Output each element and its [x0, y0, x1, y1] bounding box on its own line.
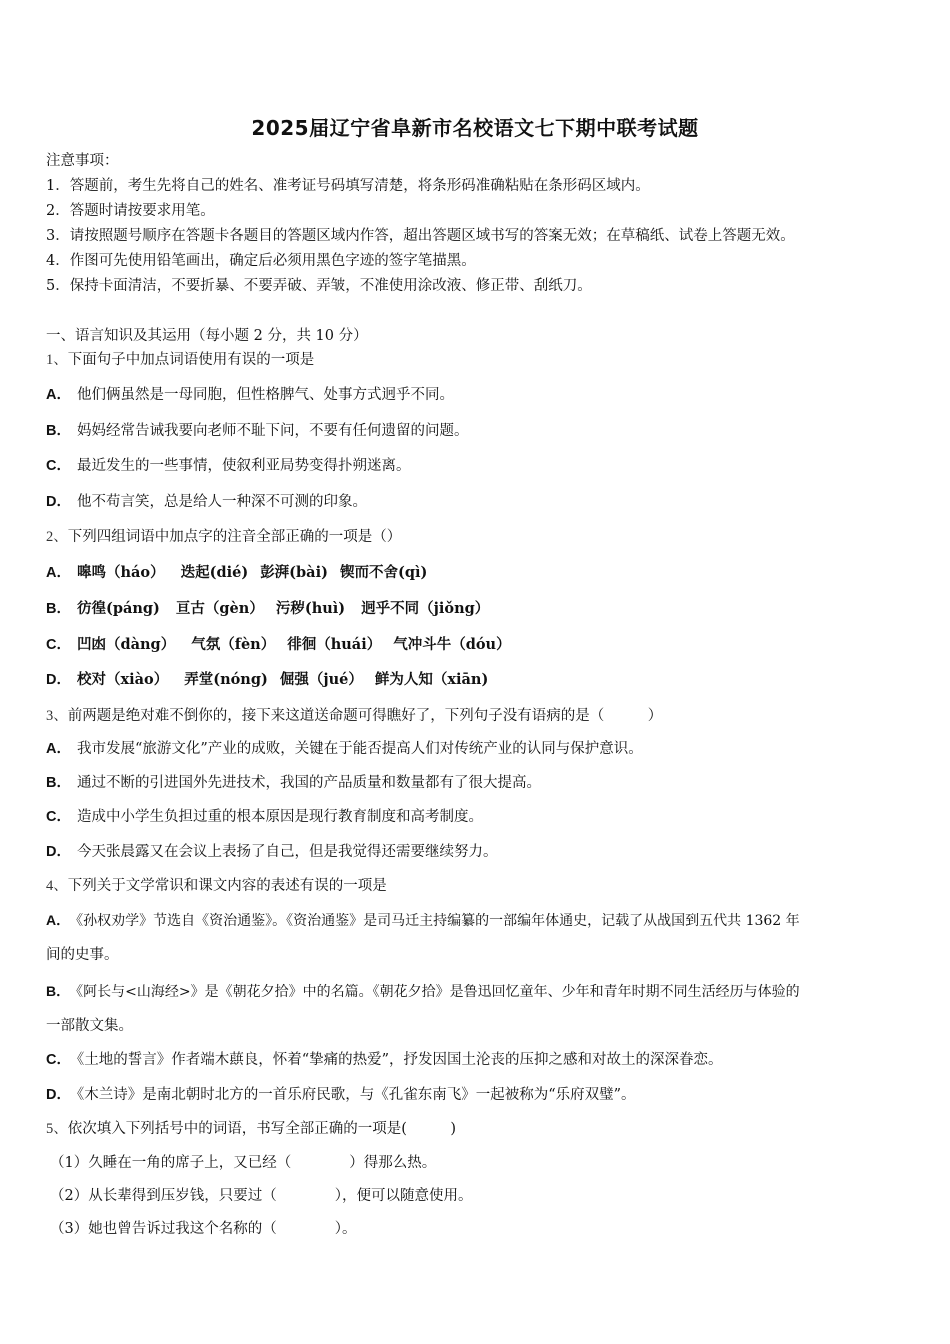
- question-text: 下列关于文学常识和课文内容的表述有误的一项是: [67, 878, 387, 894]
- word: 彷徨(páng): [76, 600, 160, 617]
- option-text: 妈妈经常告诫我要向老师不耻下问，不要有任何遗留的问题。: [76, 423, 469, 439]
- notice-heading: 注意事项：: [46, 153, 119, 169]
- word: 锲而不舍(qì): [339, 564, 428, 581]
- option-label: C．: [46, 809, 71, 825]
- option-label: B．: [46, 423, 71, 439]
- q2-option-c: [46, 635, 910, 655]
- word: 亘古（gèn）: [175, 600, 264, 617]
- q1-option-c: [46, 456, 910, 476]
- notice-item-5: 5．保持卡面清洁，不要折暴、不要弄破、弄皱，不准使用涂改液、修正带、刮纸刀。: [46, 278, 592, 294]
- option-label: A．: [46, 912, 71, 928]
- option-label: D．: [46, 672, 71, 688]
- q3-option-c: [46, 807, 910, 827]
- question-5-stem: [46, 1119, 910, 1139]
- page-title: 2025届辽宁省阜新市名校语文七下期中联考试题: [251, 116, 699, 140]
- option-label: A．: [46, 565, 71, 581]
- question-number: 4、: [46, 878, 68, 894]
- word: 气氛（fèn）: [191, 636, 276, 653]
- option-text: 今天张晨露又在会议上表扬了自己，但是我觉得还需要继续努力。: [76, 844, 498, 860]
- option-label: A．: [46, 387, 71, 403]
- word: 校对（xiào）: [76, 671, 169, 688]
- option-text: 《阿长与<山海经>》是《朝花夕拾》中的名篇。《朝花夕拾》是鲁迅回忆童年、少年和青年时期不同生活经历与体验的: [76, 984, 800, 1000]
- question-number: 5、: [46, 1121, 68, 1137]
- option-text: 造成中小学生负担过重的根本原因是现行教育制度和高考制度。: [76, 809, 483, 825]
- q5-item-2: （2）从长辈得到压岁钱，只要过（ ），便可以随意使用。: [50, 1188, 473, 1204]
- option-label: A．: [46, 741, 71, 757]
- option-text: 我市发展“旅游文化”产业的成败，关键在于能否提高人们对传统产业的认同与保护意识。: [76, 741, 643, 757]
- option-label: C．: [46, 1052, 71, 1068]
- question-text: 下列四组词语中加点字的注音全部正确的一项是（）: [67, 529, 402, 545]
- q1-option-a: [46, 385, 910, 405]
- option-text: 最近发生的一些事情，使叙利亚局势变得扑朔迷离。: [76, 458, 411, 474]
- question-text: 下面句子中加点词语使用有误的一项是: [67, 352, 315, 368]
- q2-option-d: [46, 670, 910, 690]
- q4-option-a-continued: 间的史事。: [46, 947, 119, 963]
- q4-option-b-continued: 一部散文集。: [46, 1018, 133, 1034]
- option-text: 《孙权劝学》节选自《资治通鉴》。《资治通鉴》是司马迁主持编纂的一部编年体通史，记载了从战国到五代共 1362 年: [76, 913, 800, 929]
- q4-option-a: [46, 910, 910, 931]
- option-label: D．: [46, 494, 71, 510]
- word: 弄堂(nóng): [184, 671, 268, 688]
- q1-option-b: [46, 421, 910, 441]
- notice-item-2: 2．答题时请按要求用笔。: [46, 203, 215, 219]
- notice-item-4: 4．作图可先使用铅笔画出，确定后必须用黑色字迹的签字笔描黑。: [46, 253, 476, 269]
- option-label: D．: [46, 844, 71, 860]
- question-4-stem: [46, 876, 910, 896]
- notice-item-3: 3．请按照题号顺序在答题卡各题目的答题区域内作答，超出答题区域书写的答案无效；在草稿纸、试卷上答题无效。: [46, 228, 795, 244]
- word: 嗥鸣（háo）: [76, 564, 165, 581]
- word: 彭湃(bài): [260, 564, 328, 581]
- option-label: C．: [46, 637, 71, 653]
- question-number: 2、: [46, 529, 68, 545]
- word: 气冲斗牛（dóu）: [393, 636, 511, 653]
- option-text: 《土地的誓言》作者端木蕻良，怀着“挚痛的热爱”，抒发因国土沦丧的压抑之感和对故土的深深眷恋。: [76, 1052, 723, 1068]
- word: 鲜为人知（xiān): [374, 671, 489, 688]
- word: 徘徊（huái）: [287, 636, 382, 653]
- q4-option-c: [46, 1050, 910, 1070]
- option-label: B．: [46, 775, 71, 791]
- section-heading: 一、语言知识及其运用（每小题 2 分，共 10 分）: [46, 328, 368, 344]
- option-label: B．: [46, 601, 71, 617]
- q4-option-b: [46, 981, 910, 1002]
- option-text: 通过不断的引进国外先进技术，我国的产品质量和数量都有了很大提高。: [76, 775, 541, 791]
- option-label: D．: [46, 1087, 71, 1103]
- q3-option-d: [46, 842, 910, 862]
- option-label: C．: [46, 458, 71, 474]
- q1-option-d: [46, 492, 910, 512]
- option-label: B．: [46, 983, 71, 999]
- word: 倔强（jué）: [279, 671, 363, 688]
- word: 凹凼（dàng）: [76, 636, 176, 653]
- question-number: 1、: [46, 352, 68, 368]
- word: 迭起(dié): [180, 564, 249, 581]
- q5-item-1: （1）久睡在一角的席子上，又已经（ ）得那么热。: [50, 1155, 437, 1171]
- option-text: 他们俩虽然是一母同胞，但性格脾气、处事方式迥乎不同。: [76, 387, 454, 403]
- q3-option-a: [46, 739, 910, 759]
- question-3-stem: [46, 706, 910, 726]
- q5-item-3: （3）她也曾告诉过我这个名称的（ ）。: [50, 1221, 357, 1237]
- q4-option-d: [46, 1085, 910, 1105]
- notice-item-1: 1．答题前，考生先将自己的姓名、准考证号码填写清楚，将条形码准确粘贴在条形码区域内。: [46, 178, 650, 194]
- q3-option-b: [46, 773, 910, 793]
- option-text: 他不苟言笑，总是给人一种深不可测的印象。: [76, 494, 367, 510]
- question-2-stem: [46, 527, 910, 547]
- question-1-stem: [46, 350, 910, 370]
- q2-option-b: [46, 599, 910, 619]
- word: 迥乎不同（jiǒng）: [361, 600, 490, 617]
- question-number: 3、: [46, 708, 68, 724]
- word: 污秽(huì): [275, 600, 346, 617]
- question-text: 前两题是绝对难不倒你的，接下来这道送命题可得瞧好了，下列句子没有语病的是（ ）: [67, 708, 663, 724]
- option-text: 《木兰诗》是南北朝时北方的一首乐府民歌，与《孔雀东南飞》一起被称为“乐府双璧”。: [76, 1087, 636, 1103]
- question-text: 依次填入下列括号中的词语，书写全部正确的一项是( ): [67, 1121, 457, 1137]
- q2-option-a: [46, 563, 910, 583]
